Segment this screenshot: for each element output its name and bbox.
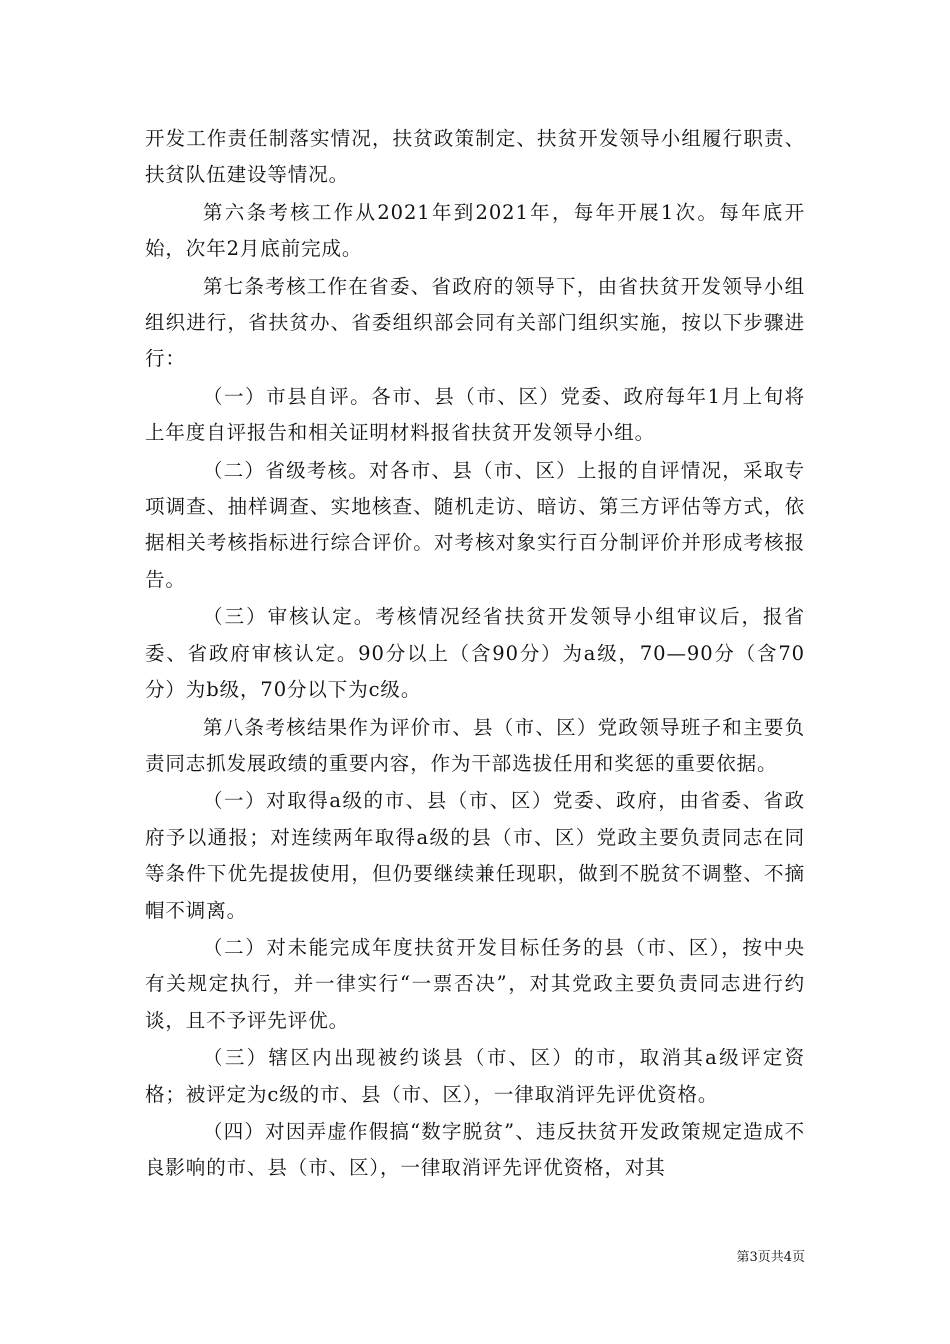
paragraph-article-8-item-4: （四）对因弄虚作假搞“数字脱贫”、违反扶贫开发政策规定造成不良影响的市、县（市、区），一律取消评先评优资格，对其	[145, 1119, 805, 1180]
page-number: 第3页共4页	[736, 1250, 805, 1265]
paragraph-article-7-item-3: （三）审核认定。考核情况经省扶贫开发领导小组审议后，报省委、省政府审核认定。90分以上（含90分）为a级，70—90分（含70分）为b级，70分以下为c级。	[145, 605, 805, 702]
paragraph-article-6: 第六条考核工作从2021年到2021年，每年开展1次。每年底开始，次年2月底前完成。	[145, 200, 805, 261]
paragraph-article-8-item-3: （三）辖区内出现被约谈县（市、区）的市，取消其a级评定资格；被评定为c级的市、县（市、区），一律取消评先评优资格。	[145, 1046, 805, 1106]
paragraph-continuation: 开发工作责任制落实情况，扶贫政策制定、扶贫开发领导小组履行职责、扶贫队伍建设等情况。	[145, 127, 805, 187]
paragraph-article-7: 第七条考核工作在省委、省政府的领导下，由省扶贫开发领导小组组织进行，省扶贫办、省委组织部会同有关部门组织实施，按以下步骤进行：	[145, 274, 805, 371]
paragraph-article-8-item-1: （一）对取得a级的市、县（市、区）党委、政府，由省委、省政府予以通报；对连续两年取得a级的县（市、区）党政主要负责同志在同等条件下优先提拔使用，但仍要继续兼任现职，做到不脱贫不调整、不摘帽不调离。	[145, 789, 805, 922]
document-body	[145, 121, 805, 1188]
paragraph-article-8-item-2: （二）对未能完成年度扶贫开发目标任务的县（市、区），按中央有关规定执行，并一律实行“一票否决”，对其党政主要负责同志进行约谈，且不予评先评优。	[145, 935, 805, 1032]
paragraph-article-8: 第八条考核结果作为评价市、县（市、区）党政领导班子和主要负责同志抓发展政绩的重要内容，作为干部选拔任用和奖惩的重要依据。	[145, 715, 805, 775]
paragraph-article-7-item-2: （二）省级考核。对各市、县（市、区）上报的自评情况，采取专项调查、抽样调查、实地核查、随机走访、暗访、第三方评估等方式，依据相关考核指标进行综合评价。对考核对象实行百分制评价并形成考核报告。	[145, 458, 805, 591]
paragraph-article-7-item-1: （一）市县自评。各市、县（市、区）党委、政府每年1月上旬将上年度自评报告和相关证明材料报省扶贫开发领导小组。	[145, 384, 805, 445]
